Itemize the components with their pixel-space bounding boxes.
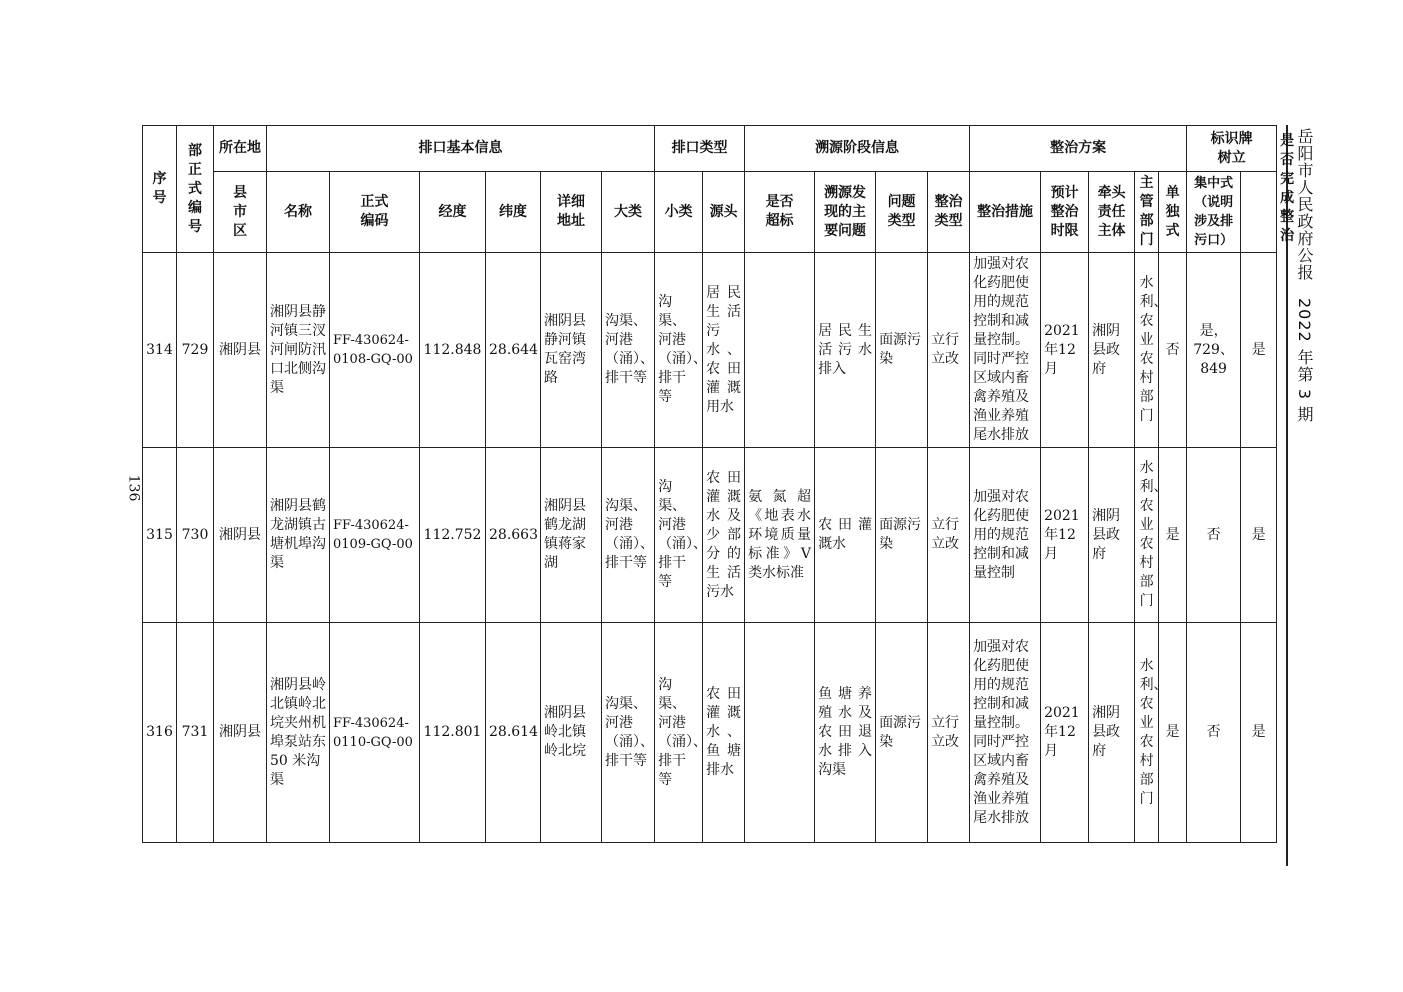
header-major: 大类 [602,172,655,253]
cell-done: 是 [1241,448,1277,623]
cell-plan-type: 立行立改 [928,623,970,843]
cell-source: 农田灌溉水及少部分的生活污水 [703,448,745,623]
cell-source: 居民生活污水、农田灌溉用水 [703,253,745,448]
header-minor: 小类 [655,172,703,253]
cell-exceed [745,623,815,843]
cell-address: 湘阴县静河镇瓦窑湾路 [541,253,602,448]
cell-major: 沟渠、河港（涌）、排干等 [602,448,655,623]
header-plan-type: 整治 类型 [928,172,970,253]
cell-plan-type: 立行立改 [928,253,970,448]
cell-central: 否 [1187,448,1241,623]
header-dept: 主管部门 [1135,172,1159,253]
header-lat: 纬度 [486,172,541,253]
header-source: 源头 [703,172,745,253]
cell-minor: 沟渠、河港（涌）、排干等 [655,448,703,623]
cell-central: 否 [1187,623,1241,843]
cell-exceed [745,253,815,448]
cell-name: 湘阴县岭北镇岭北垸夹州机埠泵站东 50 米沟渠 [267,623,330,843]
header-central: 集中式 （说明 涉及排 污口） [1187,172,1241,253]
cell-code: FF-430624-0108-GQ-00 [330,253,420,448]
header-lead: 牵头 责任 主体 [1089,172,1135,253]
cell-county: 湘阴县 [214,253,267,448]
cell-major: 沟渠、河港（涌）、排干等 [602,623,655,843]
cell-single: 否 [1159,253,1187,448]
cell-seq: 316 [143,623,177,843]
cell-central: 是，729、849 [1187,253,1241,448]
header-deadline: 预计 整治 时限 [1041,172,1089,253]
cell-measures: 加强对农化药肥使用的规范控制和减量控制 [970,448,1041,623]
page-number: 136 [125,474,142,502]
cell-plan-type: 立行立改 [928,448,970,623]
header-single: 单独式 [1159,172,1187,253]
cell-name: 湘阴县鹤龙湖镇古塘机埠沟渠 [267,448,330,623]
cell-problem: 鱼塘养殖水及农田退水排入沟渠 [815,623,876,843]
cell-official-no: 729 [177,253,214,448]
header-exceed: 是否 超标 [745,172,815,253]
cell-official-no: 730 [177,448,214,623]
header-location: 所在地 [214,126,267,172]
header-lon: 经度 [420,172,486,253]
cell-county: 湘阴县 [214,448,267,623]
cell-major: 沟渠、河港（涌）、排干等 [602,253,655,448]
cell-problem-type: 面源污染 [876,623,928,843]
cell-deadline: 2021年12月 [1041,623,1089,843]
header-code: 正式 编码 [330,172,420,253]
cell-lon: 112.752 [420,448,486,623]
cell-lat: 28.614 [486,623,541,843]
cell-single: 是 [1159,623,1187,843]
header-problem: 溯源发 现的主 要问题 [815,172,876,253]
cell-seq: 315 [143,448,177,623]
table-row [143,253,1277,448]
cell-dept: 水利、农业农村部门 [1135,623,1159,843]
header-seq: 序号 [143,126,177,253]
running-header: 岳阳市人民政府公报 2022 年第 3 期 [1295,128,1314,424]
table-row [143,448,1277,623]
header-outlet-type: 排口类型 [655,126,745,172]
cell-address: 湘阴县鹤龙湖镇蒋家湖 [541,448,602,623]
cell-source: 农田灌溉水、鱼塘排水 [703,623,745,843]
cell-official-no: 731 [177,623,214,843]
cell-address: 湘阴县岭北镇岭北垸 [541,623,602,843]
header-measures: 整治措施 [970,172,1041,253]
cell-single: 是 [1159,448,1187,623]
cell-lead: 湘阴县政府 [1089,623,1135,843]
outlet-table: 序号 部正式编号 所在地 排口基本信息 排口类型 溯源阶段信息 整治方案 标识牌 树立 是否完成整治 县市区 名称 正式 编码 经度 纬度 详细 地址 大类 小类 源头 是否 超标 溯源发 现的主 要问题 问题 类型 整治 类型 整治措施 预计 整治 时限 牵头 责任 主体 主管部门 单独式 集中式 （说明 涉及排 污口） 314 729 湘阴县 湘阴县静河镇三汊河闸防汛口北侧沟渠 FF-430624-0108-GQ-00 112.848 28.644 湘阴县静河镇瓦窑湾路 沟渠、河港（涌）、排干等 沟渠、河港（涌）、排干等 居民生活污水、农田灌溉用水 居民生活污水排入 面源污染 立行立改 加强对农化药肥使用的规范控制和减量控制。同时严控区域内畜禽养殖及渔业养殖尾水排放 2021年12月 湘阴县政府 水利、农业农村部门 否 是，729、849 是 315 730 湘阴县 湘阴县鹤龙湖镇古塘机埠沟渠 FF-430624-0109-GQ-00 112.752 28.663 湘阴县鹤龙湖镇蒋家湖 沟渠、河港（涌）、排干等 沟渠、河港（涌）、排干等 农田灌溉水及少部分的生活污水 氨氮超《地表水环境质量标准》V类水标准 农田灌溉水 面源污染 立行立改 加强对农化药肥使用的规范控制和减量控制 2021年12月 湘阴县政府 水利、农业农村部门 是 否 是 316 731 湘阴县 湘阴县岭北镇岭北垸夹州机埠泵站东 50 米沟渠 FF-430624-0110-GQ-00 112.801 28.614 湘阴县岭北镇岭北垸 沟渠、河港（涌）、排干等 沟渠、河港（涌）、排干等 农田灌溉水、鱼塘排水 鱼塘养殖水及农田退水排入沟渠 面源污染 立行立改 加强对农化药肥使用的规范控制和减量控制。同时严控区域内畜禽养殖及渔业养殖尾水排放 2021年12月 湘阴县政府 水利、农业农村部门 是 否 是 [142,125,1277,843]
cell-lead: 湘阴县政府 [1089,448,1135,623]
cell-name: 湘阴县静河镇三汊河闸防汛口北侧沟渠 [267,253,330,448]
header-plan: 整治方案 [970,126,1187,172]
table-row [143,623,1277,843]
cell-deadline: 2021年12月 [1041,448,1089,623]
cell-minor: 沟渠、河港（涌）、排干等 [655,623,703,843]
cell-lead: 湘阴县政府 [1089,253,1135,448]
cell-problem-type: 面源污染 [876,253,928,448]
cell-code: FF-430624-0109-GQ-00 [330,448,420,623]
cell-lat: 28.644 [486,253,541,448]
cell-lon: 112.848 [420,253,486,448]
cell-problem-type: 面源污染 [876,448,928,623]
cell-seq: 314 [143,253,177,448]
cell-done: 是 [1241,623,1277,843]
header-sign: 标识牌 树立 [1187,126,1277,172]
header-name: 名称 [267,172,330,253]
cell-code: FF-430624-0110-GQ-00 [330,623,420,843]
cell-lat: 28.663 [486,448,541,623]
cell-measures: 加强对农化药肥使用的规范控制和减量控制。同时严控区域内畜禽养殖及渔业养殖尾水排放 [970,623,1041,843]
header-trace-info: 溯源阶段信息 [745,126,970,172]
header-official-no: 部正式编号 [177,126,214,253]
cell-county: 湘阴县 [214,623,267,843]
header-problem-type: 问题 类型 [876,172,928,253]
cell-problem: 居民生活污水排入 [815,253,876,448]
cell-lon: 112.801 [420,623,486,843]
cell-exceed: 氨氮超《地表水环境质量标准》V类水标准 [745,448,815,623]
header-county: 县市区 [214,172,267,253]
cell-measures: 加强对农化药肥使用的规范控制和减量控制。同时严控区域内畜禽养殖及渔业养殖尾水排放 [970,253,1041,448]
header-address: 详细 地址 [541,172,602,253]
cell-minor: 沟渠、河港（涌）、排干等 [655,253,703,448]
cell-done: 是 [1241,253,1277,448]
cell-dept: 水利、农业农村部门 [1135,253,1159,448]
cell-dept: 水利、农业农村部门 [1135,448,1159,623]
cell-problem: 农田灌溉水 [815,448,876,623]
cell-deadline: 2021年12月 [1041,253,1089,448]
header-outlet-info: 排口基本信息 [267,126,655,172]
